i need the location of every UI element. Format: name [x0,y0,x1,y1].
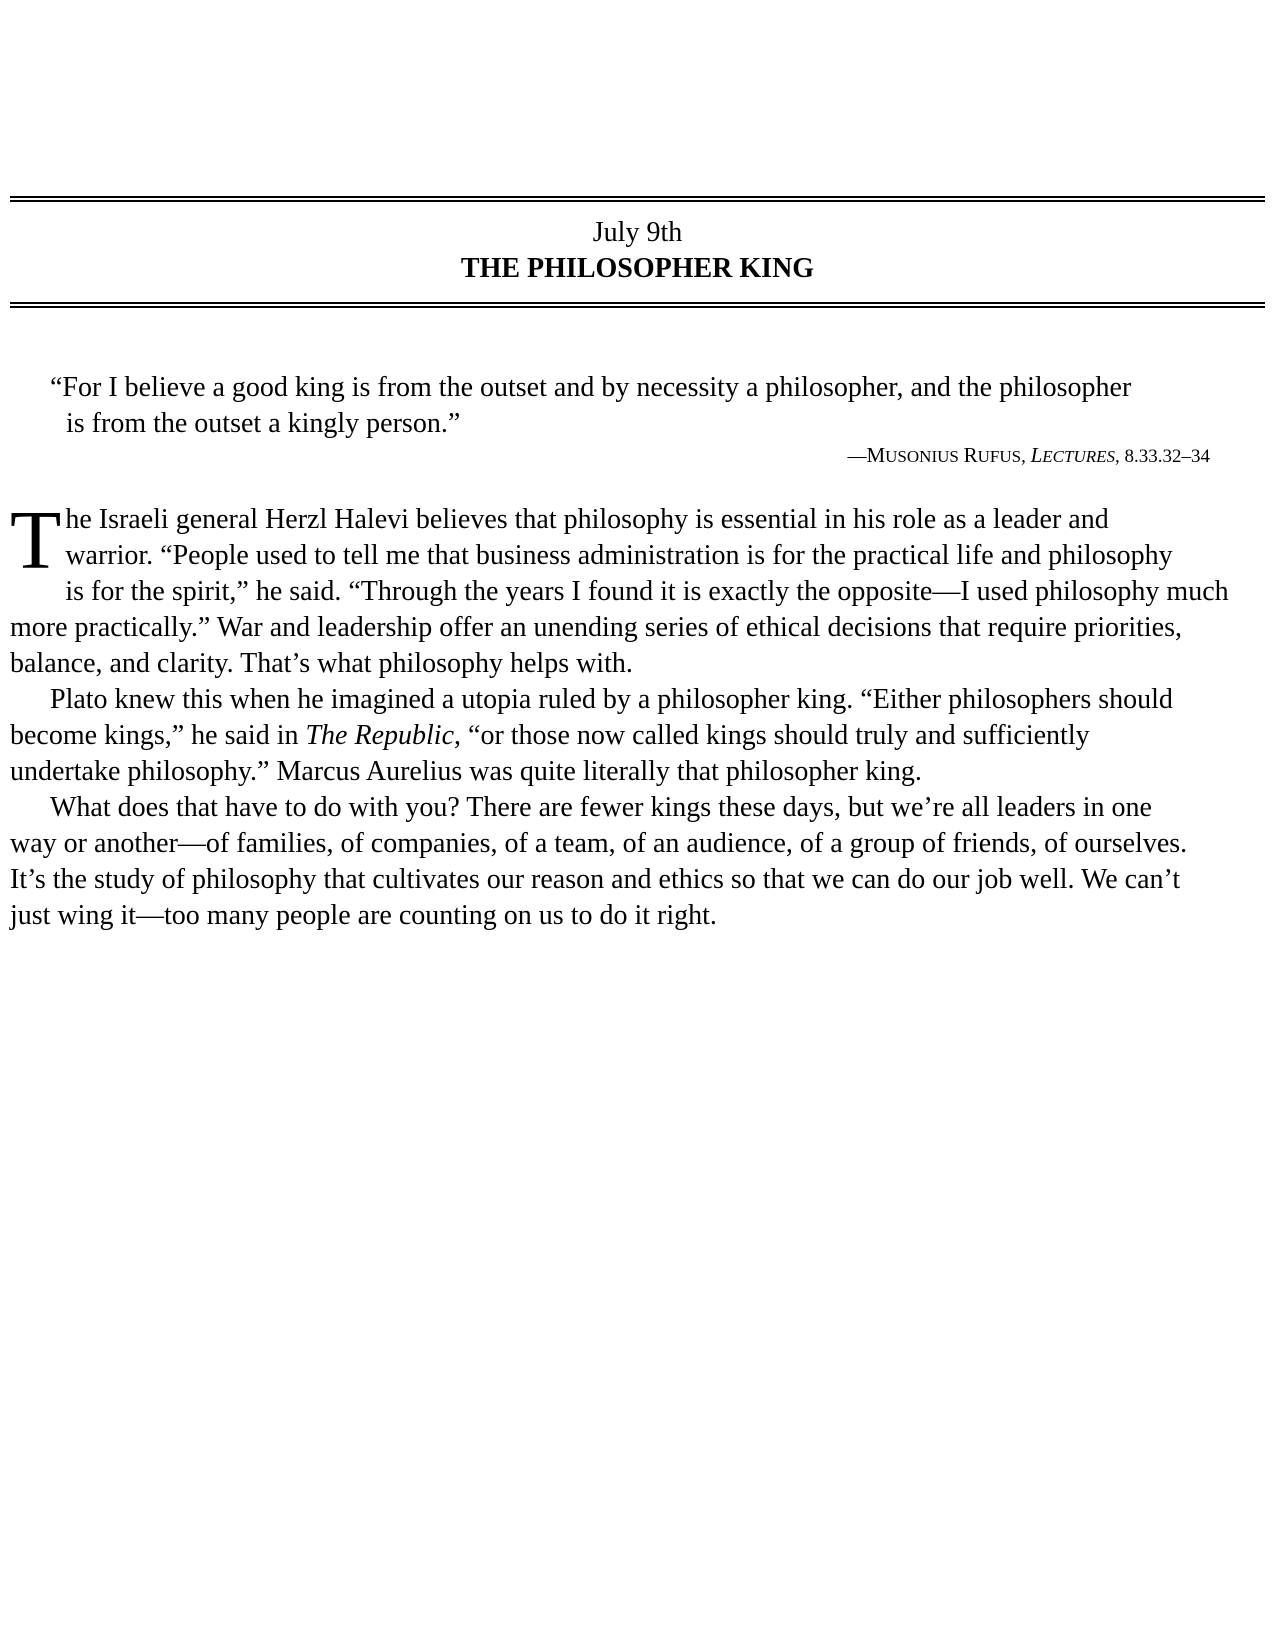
text-line: What does that have to do with you? There are fewer kings these days, but we’re all leaders in one [50,792,1152,823]
text-line: Plato knew this when he imagined a utopia ruled by a philosopher king. “Either philosophers should [50,684,1173,715]
text-line [10,718,1265,754]
text-line: undertake philosophy.” Marcus Aurelius was quite literally that philosopher king. [10,756,922,787]
attribution-separator: , [1021,446,1031,467]
paragraph [10,682,1265,790]
work-initial: L [1030,443,1043,467]
header-bottom-rule [10,302,1265,308]
entry-title: THE PHILOSOPHER KING [460,253,815,284]
paragraph [10,494,1265,682]
text-run: become kings,” he said in [10,720,306,751]
text-line: balance, and clarity. That’s what philosophy helps with. [10,648,633,679]
author-initial: R [963,443,978,467]
text-line: warrior. “People used to tell me that business administration is for the practical life and philosophy [65,540,1173,571]
text-line: It’s the study of philosophy that cultivates our reason and ethics so that we can do our job well. We can’t [10,864,1181,895]
author-name-part: USONIUS [885,447,959,466]
attribution-dash: — [847,446,867,467]
author-name-part: UFUS [977,447,1022,466]
text-line: he Israeli general Herzl Halevi believes that philosophy is essential in his role as a leader and [65,504,1109,535]
epigraph-line: “For I believe a good king is from the outset and by necessity a philosopher, and the philosopher [50,372,1132,403]
epigraph-attribution [847,443,1210,469]
header-top-rule [10,196,1265,202]
text-line: is for the spirit,” he said. “Through the years I found it is exactly the opposite—I used philosophy much [65,576,1229,607]
drop-cap: T [10,494,62,587]
book-title: The Republic [305,720,455,751]
book-page [10,0,1265,1650]
text-line: just wing it—too many people are counting on us to do it right. [10,900,717,931]
epigraph-quote [50,370,1230,442]
author-initial: M [866,443,886,467]
work-title-part: ECTURES [1042,447,1115,466]
paragraph [10,790,1265,934]
text-run: , “or those now called kings should truly and sufficiently [454,720,1090,751]
text-line: more practically.” War and leadership offer an unending series of ethical decisions that require priorities, [10,612,1183,643]
text-line: way or another—of families, of companies, of a team, of an audience, of a group of friends, of ourselves. [10,828,1188,859]
entry-date: July 9th [592,217,683,248]
epigraph-line: is from the outset a kingly person.” [66,408,461,439]
work-reference: , 8.33.32–34 [1115,446,1210,467]
entry-body [10,494,1265,934]
